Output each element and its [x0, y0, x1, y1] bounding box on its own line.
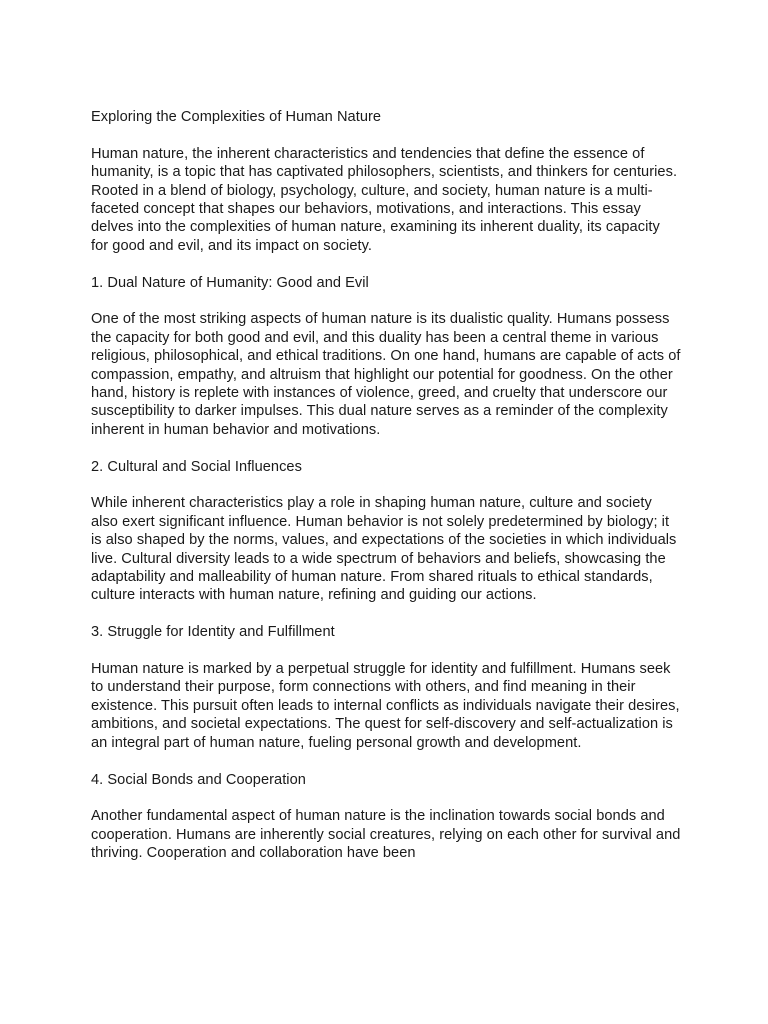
intro-paragraph: Human nature, the inherent characteristics and tendencies that define the essence of humanity, is a topic that has captivated philosophers, scientists, and thinkers for centuries. Rooted in a blend of biology, psychology, culture, and society, human nature is a multi-faceted concept that shapes our behaviors, motivations, and interactions. This essay delves into the complexities of human nature, examining its inherent duality, its capacity for good and evil, and its impact on society. [91, 145, 678, 254]
section-body-4: Another fundamental aspect of human nature is the inclination towards social bonds and cooperation. Humans are inherently social creatures, relying on each other for survival and thriving. Cooperation and collaboration have been [91, 808, 681, 862]
section-heading-4: 4. Social Bonds and Cooperation [91, 771, 306, 788]
section-body-2: While inherent characteristics play a role in shaping human nature, culture and society also exert significant influence. Human behavior is not solely predetermined by biology; it is also shaped by the norms, values, and expectations of the societies in which individuals live. Cultural diversity leads to a wide spectrum of behaviors and beliefs, showcasing the adaptability and malleability of human nature. From shared rituals to ethical standards, culture interacts with human nature, refining and guiding our actions. [91, 495, 677, 604]
section-body-1: One of the most striking aspects of human nature is its dualistic quality. Humans possess the capacity for both good and evil, and this duality has been a central theme in various religious, philosophical, and ethical traditions. On one hand, humans are capable of acts of compassion, empathy, and altruism that highlight our potential for goodness. On the other hand, history is replete with instances of violence, greed, and cruelty that underscore our susceptibility to darker impulses. This dual nature serves as a reminder of the complexity inherent in human behavior and motivations. [91, 311, 681, 438]
section-heading-3: 3. Struggle for Identity and Fulfillment [91, 624, 335, 641]
section-heading-2: 2. Cultural and Social Influences [91, 458, 302, 475]
document-content [91, 108, 681, 881]
document-title: Exploring the Complexities of Human Nature [91, 109, 382, 125]
section-heading-1: 1. Dual Nature of Humanity: Good and Evil [91, 274, 369, 291]
section-body-3: Human nature is marked by a perpetual struggle for identity and fulfillment. Humans seek to understand their purpose, form connections with others, and find meaning in their existence. This pursuit often leads to internal conflicts as individuals navigate their desires, ambitions, and societal expectations. The quest for self-discovery and self-actualization is an integral part of human nature, fueling personal growth and development. [91, 661, 680, 751]
